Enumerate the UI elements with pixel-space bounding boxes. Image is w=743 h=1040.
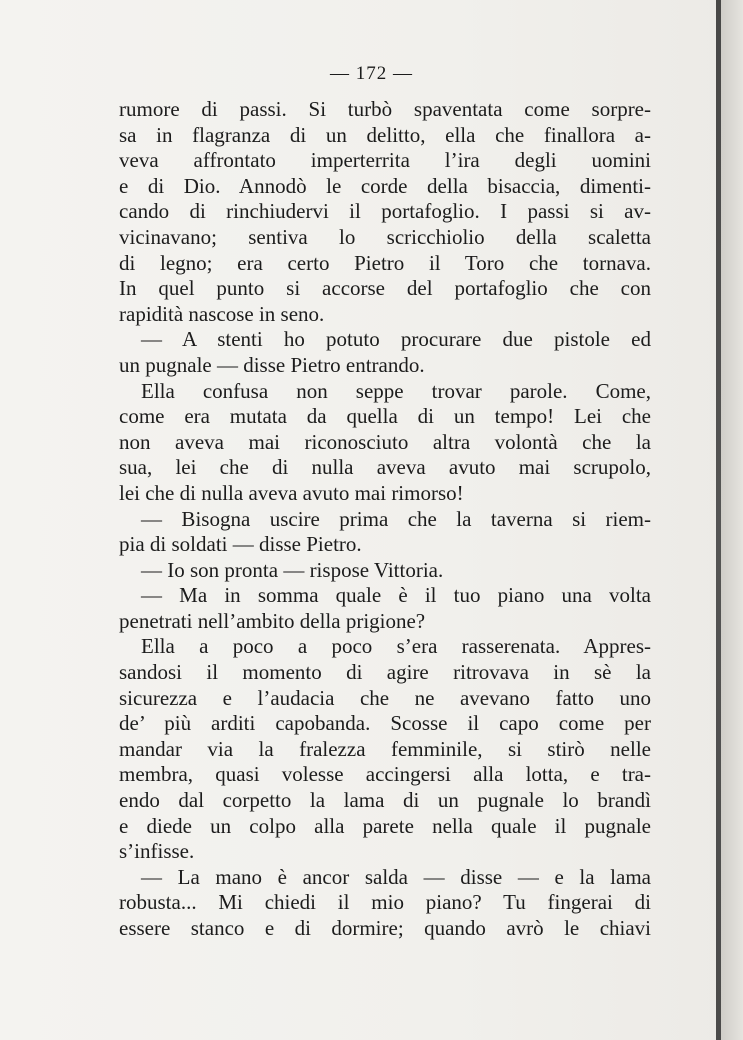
text-line: e diede un colpo alla parete nella quale il pugnale	[119, 813, 651, 838]
text-line: veva affrontato imperterrita l’ira degli uomini	[119, 148, 651, 173]
text-line: essere stanco e di dormire; quando avrò le chiavi	[119, 916, 651, 940]
text-line: s’infisse.	[119, 839, 195, 864]
text-line: sicurezza e l’audacia che ne avevano fatto uno	[119, 685, 651, 710]
text-line: pia di soldati — disse Pietro.	[119, 532, 362, 557]
text-line: come era mutata da quella di un tempo! Lei che	[119, 404, 651, 429]
text-line: membra, quasi volesse accingersi alla lotta, e tra-	[119, 762, 651, 787]
text-line: lei che di nulla aveva avuto mai rimorso!	[119, 480, 464, 505]
text-line: sua, lei che di nulla aveva avuto mai scrupolo,	[119, 455, 651, 480]
text-line: — A stenti ho potuto procurare due pistole ed	[141, 327, 651, 352]
text-line: Ella confusa non seppe trovar parole. Come,	[141, 378, 651, 403]
text-line: — La mano è ancor salda — disse — e la lama	[141, 864, 651, 889]
text-line: penetrati nell’ambito della prigione?	[119, 608, 426, 633]
text-line: sa in flagranza di un delitto, ella che finallora a-	[119, 122, 651, 147]
text-line: Ella a poco a poco s’era rasserenata. Appres-	[141, 634, 651, 659]
text-line: cando di rinchiudervi il portafoglio. I passi si av-	[119, 199, 651, 224]
text-line: rapidità nascose in seno.	[119, 301, 325, 326]
text-line: di legno; era certo Pietro il Toro che tornava.	[119, 250, 651, 275]
text-line: — Bisogna uscire prima che la taverna si riem-	[141, 506, 651, 531]
text-line: — Ma in somma quale è il tuo piano una volta	[141, 583, 651, 608]
text-line: In quel punto si accorse del portafoglio che con	[119, 276, 651, 301]
page-edge-shadow	[721, 0, 743, 1040]
text-line: sandosi il momento di agire ritrovava in sè la	[119, 660, 651, 685]
text-line: mandar via la fralezza femminile, si stirò nelle	[119, 736, 651, 761]
text-line: — Io son pronta — rispose Vittoria.	[141, 557, 444, 582]
text-line: endo dal corpetto la lama di un pugnale lo brandì	[119, 788, 651, 813]
text-line: rumore di passi. Si turbò spaventata come sorpre-	[119, 97, 651, 121]
text-line: de’ più arditi capobanda. Scosse il capo come per	[119, 711, 651, 736]
page-number: — 172 —	[330, 63, 413, 84]
body-text	[119, 97, 651, 942]
text-line: e di Dio. Annodò le corde della bisaccia, dimenti-	[119, 173, 651, 198]
text-line: robusta... Mi chiedi il mio piano? Tu fingerai di	[119, 890, 651, 915]
text-line: non aveva mai riconosciuto altra volontà che la	[119, 429, 651, 454]
text-line: un pugnale — disse Pietro entrando.	[119, 352, 425, 377]
text-line: vicinavano; sentiva lo scricchiolio della scaletta	[119, 224, 651, 249]
